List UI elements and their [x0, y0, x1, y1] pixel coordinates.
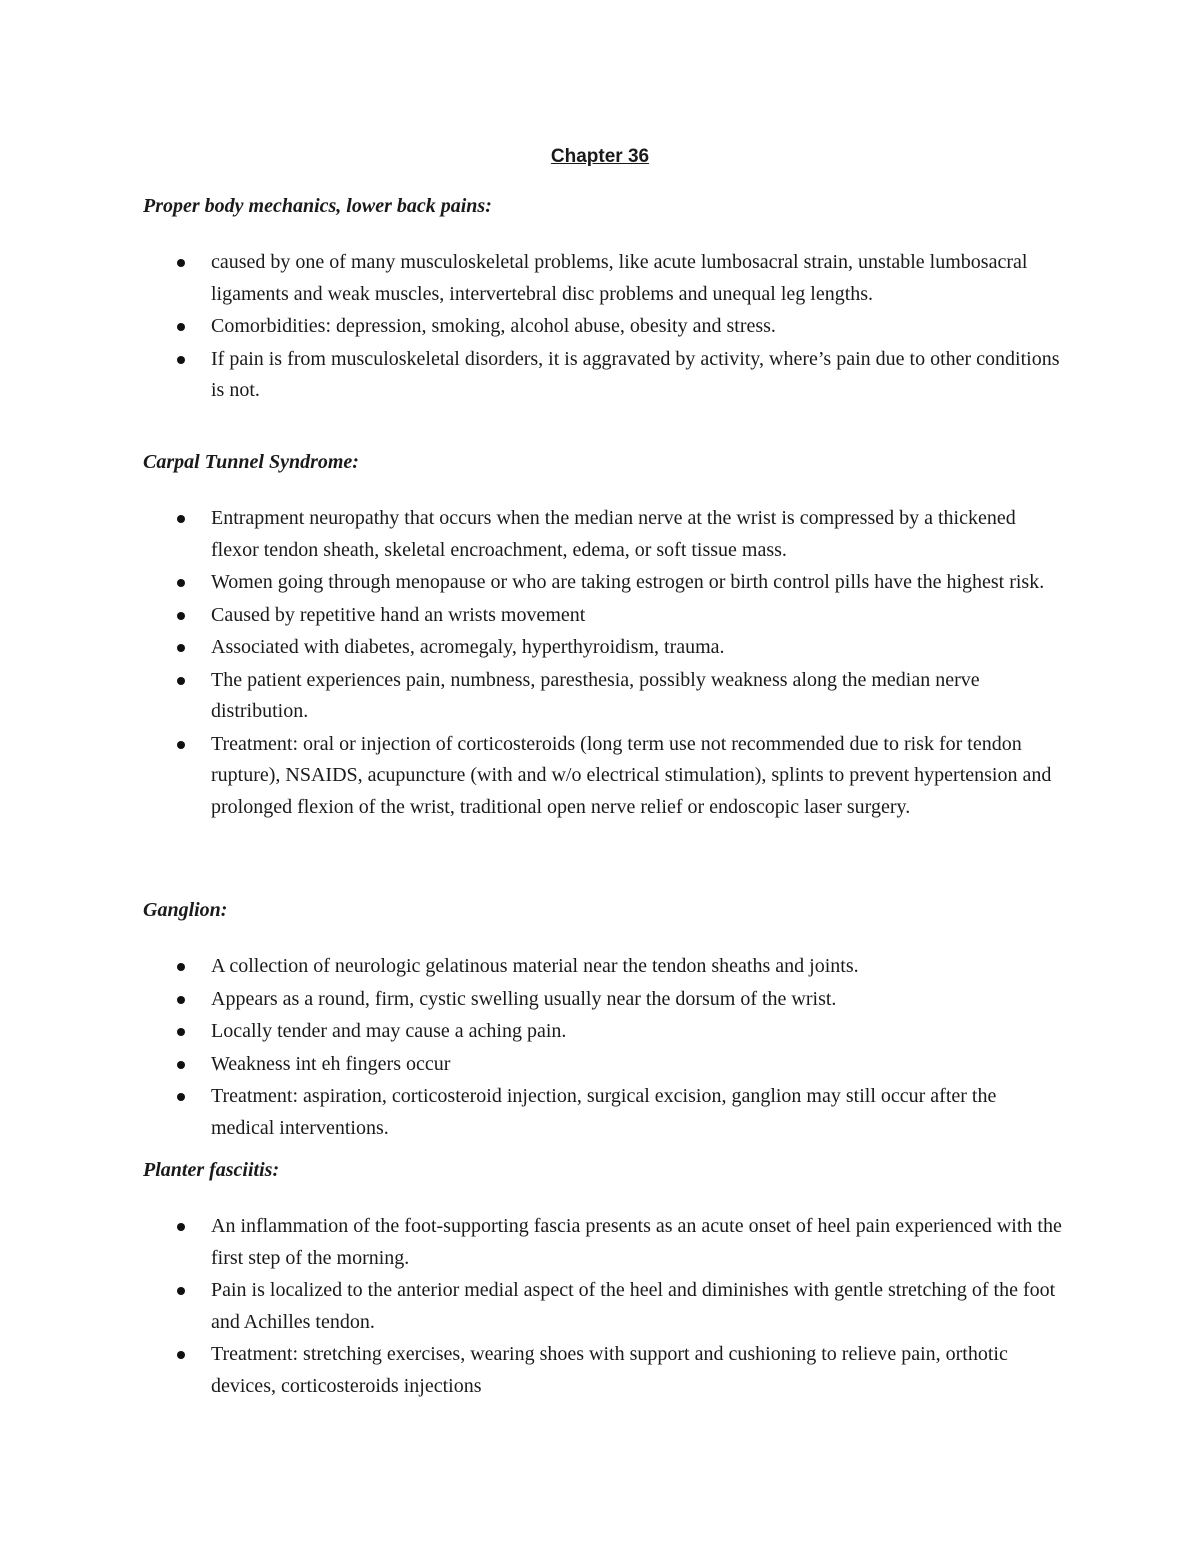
- section-ganglion: [143, 896, 1063, 1145]
- list-item: [143, 1049, 1063, 1081]
- bullet-icon: [177, 1028, 185, 1036]
- list-item: [143, 1016, 1063, 1048]
- bullet-icon: [177, 1287, 185, 1295]
- section-heading: Ganglion:: [143, 899, 228, 921]
- bullet-icon: [177, 741, 185, 749]
- list-item-text: Entrapment neuropathy that occurs when the median nerve at the wrist is compressed by a thickened flexor tendon sheath, skeletal encroachment, edema, or soft tissue mass.: [211, 507, 1016, 561]
- section-carpal-tunnel: [143, 448, 1063, 824]
- list-item: [143, 344, 1063, 407]
- bullet-icon: [177, 259, 185, 267]
- list-item-text: caused by one of many musculoskeletal problems, like acute lumbosacral strain, unstable lumbosacral ligaments and weak muscles, intervertebral disc problems and unequal leg lengths.: [211, 251, 1028, 305]
- list-item: [143, 567, 1063, 599]
- list-item: [143, 247, 1063, 310]
- list-item: [143, 984, 1063, 1016]
- list-item-text: Pain is localized to the anterior medial aspect of the heel and diminishes with gentle stretching of the foot and Achilles tendon.: [211, 1279, 1056, 1333]
- list-item-text: Associated with diabetes, acromegaly, hyperthyroidism, trauma.: [211, 636, 725, 658]
- bullet-icon: [177, 612, 185, 620]
- bullet-list: [143, 503, 1063, 823]
- section-heading: Carpal Tunnel Syndrome:: [143, 451, 359, 473]
- bullet-icon: [177, 323, 185, 331]
- section-plantar-fasciitis: [143, 1156, 1063, 1403]
- bullet-icon: [177, 579, 185, 587]
- section-heading: Planter fasciitis:: [143, 1159, 280, 1181]
- bullet-list: [143, 951, 1063, 1144]
- list-item: [143, 951, 1063, 983]
- list-item-text: Comorbidities: depression, smoking, alcohol abuse, obesity and stress.: [211, 315, 776, 337]
- list-item-text: The patient experiences pain, numbness, paresthesia, possibly weakness along the median nerve distribution.: [211, 668, 980, 722]
- list-item-text: Caused by repetitive hand an wrists movement: [211, 603, 586, 626]
- section-heading: Proper body mechanics, lower back pains:: [143, 195, 492, 217]
- list-item: [143, 729, 1063, 824]
- page-title: Chapter 36: [550, 146, 650, 167]
- bullet-icon: [177, 677, 185, 685]
- list-item-text: Women going through menopause or who are taking estrogen or birth control pills have the highest risk.: [211, 571, 1045, 593]
- list-item-text: Appears as a round, firm, cystic swelling usually near the dorsum of the wrist.: [211, 987, 837, 1010]
- list-item-text: Treatment: stretching exercises, wearing shoes with support and cushioning to relieve pain, orthotic devices, corticosteroids injections: [211, 1343, 1008, 1397]
- list-item: [143, 1275, 1063, 1338]
- list-item: [143, 1339, 1063, 1402]
- bullet-list: [143, 247, 1063, 407]
- list-item: [143, 503, 1063, 566]
- bullet-icon: [177, 1351, 185, 1359]
- list-item-text: An inflammation of the foot-supporting fascia presents as an acute onset of heel pain experienced with the first step of the morning.: [211, 1215, 1062, 1269]
- list-item: [143, 600, 1063, 632]
- bullet-list: [143, 1211, 1063, 1402]
- list-item: [143, 1211, 1063, 1274]
- bullet-icon: [177, 644, 185, 652]
- list-item: [143, 1081, 1063, 1144]
- bullet-icon: [177, 1061, 185, 1069]
- section-lower-back-pain: [143, 192, 1063, 408]
- list-item-text: A collection of neurologic gelatinous material near the tendon sheaths and joints.: [211, 955, 859, 977]
- list-item-text: Treatment: oral or injection of corticosteroids (long term use not recommended due to risk for tendon rupture), NSAIDS, acupuncture (with and w/o electrical stimulation), splints to prevent hypertension and prolonged flexion of the wrist, traditional open nerve relief or endoscopic laser surgery.: [211, 732, 1052, 818]
- bullet-icon: [177, 963, 185, 971]
- list-item-text: If pain is from musculoskeletal disorders, it is aggravated by activity, where’s pain due to other conditions is not.: [211, 347, 1060, 401]
- bullet-icon: [177, 1093, 185, 1101]
- list-item: [143, 665, 1063, 728]
- bullet-icon: [177, 515, 185, 523]
- bullet-icon: [177, 356, 185, 364]
- list-item: [143, 311, 1063, 343]
- bullet-icon: [177, 1223, 185, 1231]
- list-item-text: Weakness int eh fingers occur: [211, 1052, 451, 1075]
- list-item: [143, 632, 1063, 664]
- list-item-text: Locally tender and may cause a aching pain.: [211, 1020, 567, 1042]
- list-item-text: Treatment: aspiration, corticosteroid injection, surgical excision, ganglion may still occur after the medical interventions.: [211, 1085, 997, 1139]
- bullet-icon: [177, 996, 185, 1004]
